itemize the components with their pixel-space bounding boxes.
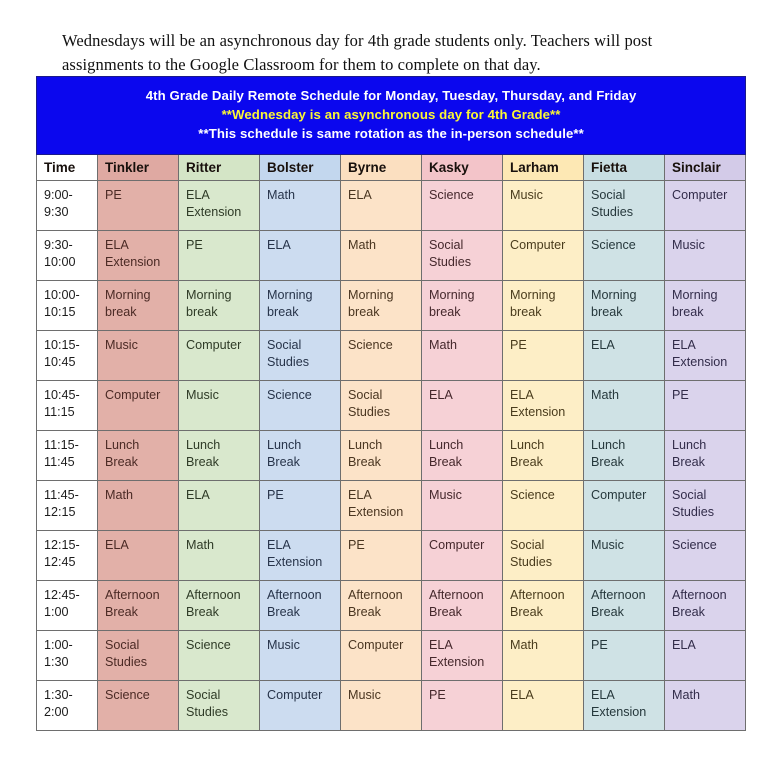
schedule-cell: Social Studies bbox=[665, 481, 746, 531]
table-row bbox=[37, 531, 746, 581]
schedule-cell: Science bbox=[422, 181, 503, 231]
schedule-cell: Afternoon Break bbox=[584, 581, 665, 631]
time-cell: 11:45-12:15 bbox=[37, 481, 98, 531]
column-header-fietta: Fietta bbox=[584, 155, 665, 181]
banner-line-2: **Wednesday is an asynchronous day for 4th Grade** bbox=[221, 107, 561, 122]
banner-line-3: **This schedule is same rotation as the in-person schedule** bbox=[198, 126, 584, 141]
schedule-cell: Math bbox=[341, 231, 422, 281]
table-row bbox=[37, 481, 746, 531]
schedule-cell: Music bbox=[665, 231, 746, 281]
time-cell: 12:45-1:00 bbox=[37, 581, 98, 631]
schedule-cell: PE bbox=[665, 381, 746, 431]
schedule-cell: Afternoon Break bbox=[422, 581, 503, 631]
schedule-cell: Computer bbox=[260, 681, 341, 731]
schedule-cell: Lunch Break bbox=[98, 431, 179, 481]
table-row bbox=[37, 381, 746, 431]
table-row bbox=[37, 631, 746, 681]
schedule-cell: Morning break bbox=[341, 281, 422, 331]
schedule-cell: ELA bbox=[98, 531, 179, 581]
table-row bbox=[37, 681, 746, 731]
schedule-cell: Science bbox=[503, 481, 584, 531]
time-cell: 12:15-12:45 bbox=[37, 531, 98, 581]
schedule-cell: Afternoon Break bbox=[98, 581, 179, 631]
table-body bbox=[37, 181, 746, 731]
schedule-cell: Math bbox=[260, 181, 341, 231]
schedule-cell: ELA Extension bbox=[584, 681, 665, 731]
schedule-cell: Social Studies bbox=[341, 381, 422, 431]
column-header-kasky: Kasky bbox=[422, 155, 503, 181]
schedule-cell: Afternoon Break bbox=[503, 581, 584, 631]
schedule-cell: Math bbox=[584, 381, 665, 431]
schedule-cell: Lunch Break bbox=[422, 431, 503, 481]
schedule-cell: Afternoon Break bbox=[341, 581, 422, 631]
schedule-cell: Computer bbox=[341, 631, 422, 681]
schedule-cell: ELA Extension bbox=[503, 381, 584, 431]
schedule-cell: Social Studies bbox=[422, 231, 503, 281]
table-row bbox=[37, 281, 746, 331]
column-header-ritter: Ritter bbox=[179, 155, 260, 181]
column-header-time: Time bbox=[37, 155, 98, 181]
time-cell: 9:00-9:30 bbox=[37, 181, 98, 231]
schedule-cell: PE bbox=[584, 631, 665, 681]
schedule-cell: Science bbox=[584, 231, 665, 281]
table-row bbox=[37, 181, 746, 231]
schedule-cell: PE bbox=[98, 181, 179, 231]
schedule-cell: Afternoon Break bbox=[179, 581, 260, 631]
schedule-cell: ELA bbox=[260, 231, 341, 281]
column-header-byrne: Byrne bbox=[341, 155, 422, 181]
schedule-cell: Computer bbox=[179, 331, 260, 381]
schedule-cell: Math bbox=[98, 481, 179, 531]
column-header-larham: Larham bbox=[503, 155, 584, 181]
schedule-cell: Math bbox=[665, 681, 746, 731]
schedule-cell: ELA Extension bbox=[260, 531, 341, 581]
schedule-cell: Lunch Break bbox=[584, 431, 665, 481]
schedule-cell: Math bbox=[503, 631, 584, 681]
time-cell: 10:15-10:45 bbox=[37, 331, 98, 381]
schedule-cell: PE bbox=[341, 531, 422, 581]
schedule-cell: Lunch Break bbox=[260, 431, 341, 481]
schedule-cell: ELA bbox=[503, 681, 584, 731]
schedule-cell: Science bbox=[179, 631, 260, 681]
schedule-cell: Music bbox=[260, 631, 341, 681]
time-cell: 1:00-1:30 bbox=[37, 631, 98, 681]
schedule-cell: Lunch Break bbox=[341, 431, 422, 481]
schedule-cell: ELA Extension bbox=[179, 181, 260, 231]
schedule-cell: Math bbox=[422, 331, 503, 381]
schedule-cell: Morning break bbox=[584, 281, 665, 331]
schedule-cell: Lunch Break bbox=[665, 431, 746, 481]
column-header-row bbox=[37, 155, 746, 181]
schedule-cell: Morning break bbox=[260, 281, 341, 331]
schedule-cell: Math bbox=[179, 531, 260, 581]
schedule-cell: Science bbox=[260, 381, 341, 431]
schedule-cell: Morning break bbox=[665, 281, 746, 331]
schedule-cell: Social Studies bbox=[260, 331, 341, 381]
table-row bbox=[37, 331, 746, 381]
schedule-cell: Music bbox=[179, 381, 260, 431]
schedule-cell: ELA Extension bbox=[422, 631, 503, 681]
column-header-tinkler: Tinkler bbox=[98, 155, 179, 181]
time-cell: 10:45-11:15 bbox=[37, 381, 98, 431]
schedule-table-wrapper bbox=[36, 76, 745, 731]
table-row bbox=[37, 231, 746, 281]
intro-paragraph: Wednesdays will be an asynchronous day for 4th grade students only. Teachers will post assignments to the Google Classroom for them to complete on that day. bbox=[62, 30, 653, 74]
schedule-cell: Social Studies bbox=[584, 181, 665, 231]
table-head bbox=[37, 77, 746, 181]
time-cell: 1:30-2:00 bbox=[37, 681, 98, 731]
schedule-cell: ELA bbox=[341, 181, 422, 231]
schedule-cell: Computer bbox=[503, 231, 584, 281]
banner-row bbox=[37, 77, 746, 155]
schedule-cell: PE bbox=[260, 481, 341, 531]
schedule-cell: Music bbox=[584, 531, 665, 581]
schedule-cell: Afternoon Break bbox=[260, 581, 341, 631]
schedule-cell: Computer bbox=[584, 481, 665, 531]
schedule-cell: Morning break bbox=[179, 281, 260, 331]
schedule-cell: ELA bbox=[179, 481, 260, 531]
schedule-cell: Morning break bbox=[503, 281, 584, 331]
schedule-cell: ELA Extension bbox=[665, 331, 746, 381]
schedule-cell: Morning break bbox=[422, 281, 503, 331]
schedule-cell: Computer bbox=[422, 531, 503, 581]
schedule-cell: Science bbox=[665, 531, 746, 581]
column-header-sinclair: Sinclair bbox=[665, 155, 746, 181]
banner-line-1: 4th Grade Daily Remote Schedule for Monday, Tuesday, Thursday, and Friday bbox=[145, 88, 637, 103]
time-cell: 10:00-10:15 bbox=[37, 281, 98, 331]
table-row bbox=[37, 431, 746, 481]
schedule-banner bbox=[37, 77, 746, 155]
schedule-cell: Music bbox=[341, 681, 422, 731]
schedule-cell: Social Studies bbox=[503, 531, 584, 581]
schedule-cell: PE bbox=[179, 231, 260, 281]
schedule-cell: Computer bbox=[665, 181, 746, 231]
table-row bbox=[37, 581, 746, 631]
schedule-cell: Social Studies bbox=[179, 681, 260, 731]
schedule-cell: Social Studies bbox=[98, 631, 179, 681]
schedule-cell: Morning break bbox=[98, 281, 179, 331]
schedule-cell: Computer bbox=[98, 381, 179, 431]
schedule-cell: Music bbox=[98, 331, 179, 381]
schedule-cell: Science bbox=[341, 331, 422, 381]
schedule-cell: ELA bbox=[422, 381, 503, 431]
schedule-cell: Music bbox=[503, 181, 584, 231]
schedule-cell: Afternoon Break bbox=[665, 581, 746, 631]
schedule-table bbox=[36, 76, 746, 731]
schedule-cell: PE bbox=[422, 681, 503, 731]
schedule-cell: ELA Extension bbox=[98, 231, 179, 281]
schedule-cell: Music bbox=[422, 481, 503, 531]
schedule-cell: ELA bbox=[584, 331, 665, 381]
schedule-cell: ELA Extension bbox=[341, 481, 422, 531]
schedule-cell: Science bbox=[98, 681, 179, 731]
schedule-cell: Lunch Break bbox=[503, 431, 584, 481]
schedule-cell: Lunch Break bbox=[179, 431, 260, 481]
time-cell: 9:30-10:00 bbox=[37, 231, 98, 281]
schedule-cell: ELA bbox=[665, 631, 746, 681]
column-header-bolster: Bolster bbox=[260, 155, 341, 181]
time-cell: 11:15-11:45 bbox=[37, 431, 98, 481]
schedule-cell: PE bbox=[503, 331, 584, 381]
